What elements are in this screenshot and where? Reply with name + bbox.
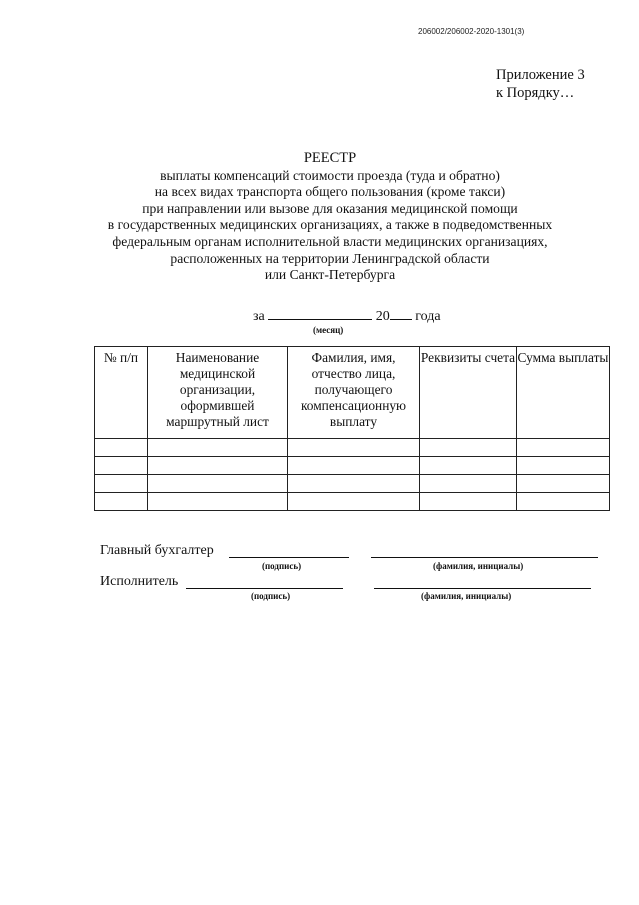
period-year-prefix: 20: [375, 309, 390, 324]
table-cell[interactable]: [288, 475, 420, 493]
table-cell[interactable]: [288, 439, 420, 457]
document-code: 206002/206002-2020-1301(3): [418, 27, 525, 36]
executor-signature-hint: (подпись): [251, 591, 291, 601]
table-cell[interactable]: [288, 457, 420, 475]
title-line-6: расположенных на территории Ленинградской области: [170, 250, 490, 266]
table-cell[interactable]: [148, 493, 288, 511]
table-cell[interactable]: [517, 493, 610, 511]
table-cell[interactable]: [517, 475, 610, 493]
title-line-4: в государственных медицинских организациях, а также в подведомственных: [107, 217, 553, 233]
title-line-5: федеральным органам исполнительной власти медицинских организациях,: [112, 233, 548, 249]
chief-accountant-signature-hint: (подпись): [262, 561, 302, 571]
column-header-number: № п/п: [95, 347, 148, 439]
table-cell[interactable]: [95, 493, 148, 511]
executor-signature-field[interactable]: [186, 574, 343, 589]
registry-table: [94, 346, 610, 511]
table-cell[interactable]: [420, 439, 517, 457]
chief-accountant-signature-field[interactable]: [229, 543, 349, 558]
table-row: [95, 457, 610, 475]
appendix-line-1: Приложение 3: [496, 67, 585, 83]
title-line-3: при направлении или вызове для оказания медицинской помощи: [142, 200, 518, 216]
table-cell[interactable]: [148, 457, 288, 475]
month-field[interactable]: [268, 306, 372, 320]
period-suffix: года: [415, 309, 441, 324]
year-field[interactable]: [390, 306, 412, 320]
table-row: [95, 439, 610, 457]
table-cell[interactable]: [517, 439, 610, 457]
chief-accountant-name-hint: (фамилия, инициалы): [433, 561, 524, 571]
table-cell[interactable]: [148, 439, 288, 457]
appendix-line-2: к Порядку…: [496, 85, 575, 101]
table-row: [95, 475, 610, 493]
table-header-row: [95, 347, 610, 439]
table-cell[interactable]: [95, 439, 148, 457]
document-title: [60, 150, 600, 284]
column-header-amount: Сумма выплаты: [517, 347, 610, 439]
table-cell[interactable]: [517, 457, 610, 475]
month-hint: (месяц): [313, 325, 344, 335]
period-prefix: за: [253, 309, 265, 324]
table-cell[interactable]: [420, 475, 517, 493]
column-header-organization: Наименование медицинской организации, оформившей маршрутный лист: [148, 347, 288, 439]
table-cell[interactable]: [420, 457, 517, 475]
column-header-recipient: Фамилия, имя, отчество лица, получающего компенсационную выплату: [288, 347, 420, 439]
title-line-7: или Санкт-Петербурга: [264, 267, 396, 283]
table-cell[interactable]: [420, 493, 517, 511]
period-line: [253, 306, 441, 325]
executor-name-hint: (фамилия, инициалы): [421, 591, 512, 601]
title-line-2: на всех видах транспорта общего пользования (кроме такси): [154, 184, 506, 200]
table-row: [95, 493, 610, 511]
column-header-account: Реквизиты счета: [420, 347, 517, 439]
table-cell[interactable]: [95, 457, 148, 475]
table-cell[interactable]: [95, 475, 148, 493]
appendix-reference: [496, 66, 626, 102]
executor-label: Исполнитель: [100, 574, 179, 589]
title-line-1: выплаты компенсаций стоимости проезда (туда и обратно): [160, 167, 500, 183]
executor-name-field[interactable]: [374, 574, 591, 589]
chief-accountant-name-field[interactable]: [371, 543, 598, 558]
title-heading: РЕЕСТР: [303, 150, 357, 166]
chief-accountant-label: Главный бухгалтер: [100, 543, 214, 558]
table-cell[interactable]: [288, 493, 420, 511]
table-cell[interactable]: [148, 475, 288, 493]
